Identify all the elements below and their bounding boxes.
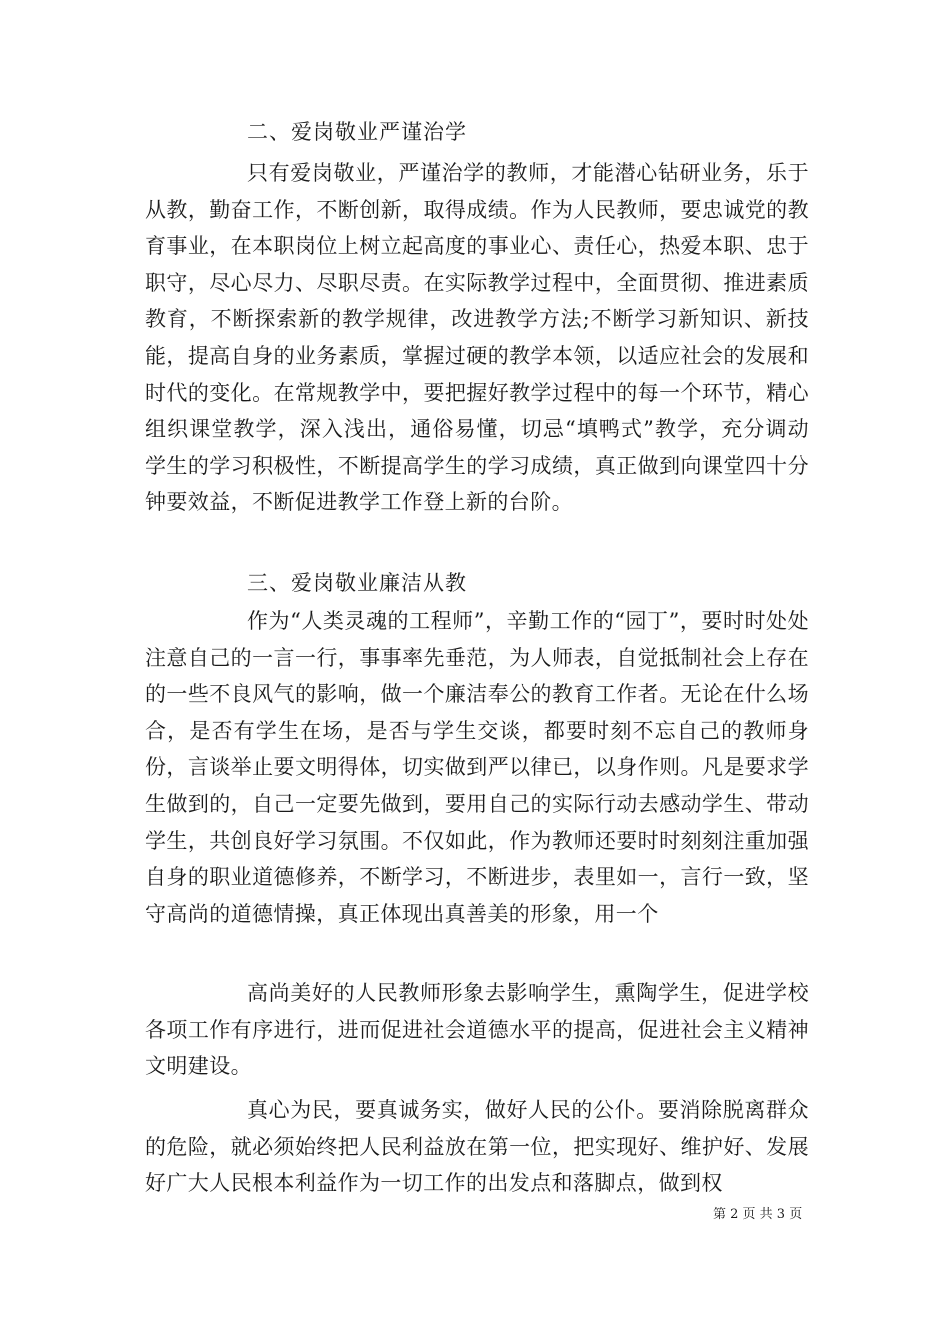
section-heading-2: 二、爱岗敬业严谨治学: [247, 120, 467, 144]
paragraph-integrity: 作为“人类灵魂的工程师”，辛勤工作的“园丁”，要时时处处注意自己的一言一行，事事率先垂范，为人师表，自觉抵制社会上存在的一些不良风气的影响，做一个廉洁奉公的教育工作者。无论在什么场合，是否有学生在场，是否与学生交谈，都要时刻不忘自己的教师身份，言谈举止要文明得体，切实做到严以律已，以身作则。凡是要求学生做到的，自己一定要先做到，要用自己的实际行动去感动学生、带动学生，共创良好学习氛围。不仅如此，作为教师还要时时刻刻注重加强自身的职业道德修养，不断学习，不断进步，表里如一，言行一致，坚守高尚的道德情操，真正体现出真善美的形象，用一个: [145, 609, 809, 926]
paragraph-dedication-study: 只有爱岗敬业，严谨治学的教师，才能潜心钻研业务，乐于从教，勤奋工作，不断创新，取得成绩。作为人民教师，要忠诚党的教育事业，在本职岗位上树立起高度的事业心、责任心，热爱本职、忠于职守，尽心尽力、尽职尽责。在实际教学过程中，全面贯彻、推进素质教育，不断探索新的教学规律，改进教学方法;不断学习新知识、新技能，提高自身的业务素质，掌握过硬的教学本领，以适应社会的发展和时代的变化。在常规教学中，要把握好教学过程中的每一个环节，精心组织课堂教学，深入浅出，通俗易懂，切忌“填鸭式”教学，充分调动学生的学习积极性，不断提高学生的学习成绩，真正做到向课堂四十分钟要效益，不断促进教学工作登上新的台阶。: [145, 161, 809, 515]
page-number-footer: 第 2 页 共 3 页: [713, 1207, 803, 1222]
paragraph-serve-people: 真心为民，要真诚务实，做好人民的公仆。要消除脱离群众的危险，就必须始终把人民利益放在第一位，把实现好、维护好、发展好广大人民根本利益作为一切工作的出发点和落脚点，做到权: [145, 1098, 809, 1196]
paragraph-role-model: 高尚美好的人民教师形象去影响学生，熏陶学生，促进学校各项工作有序进行，进而促进社会道德水平的提高，促进社会主义精神文明建设。: [145, 981, 809, 1079]
section-heading-3: 三、爱岗敬业廉洁从教: [247, 571, 467, 595]
